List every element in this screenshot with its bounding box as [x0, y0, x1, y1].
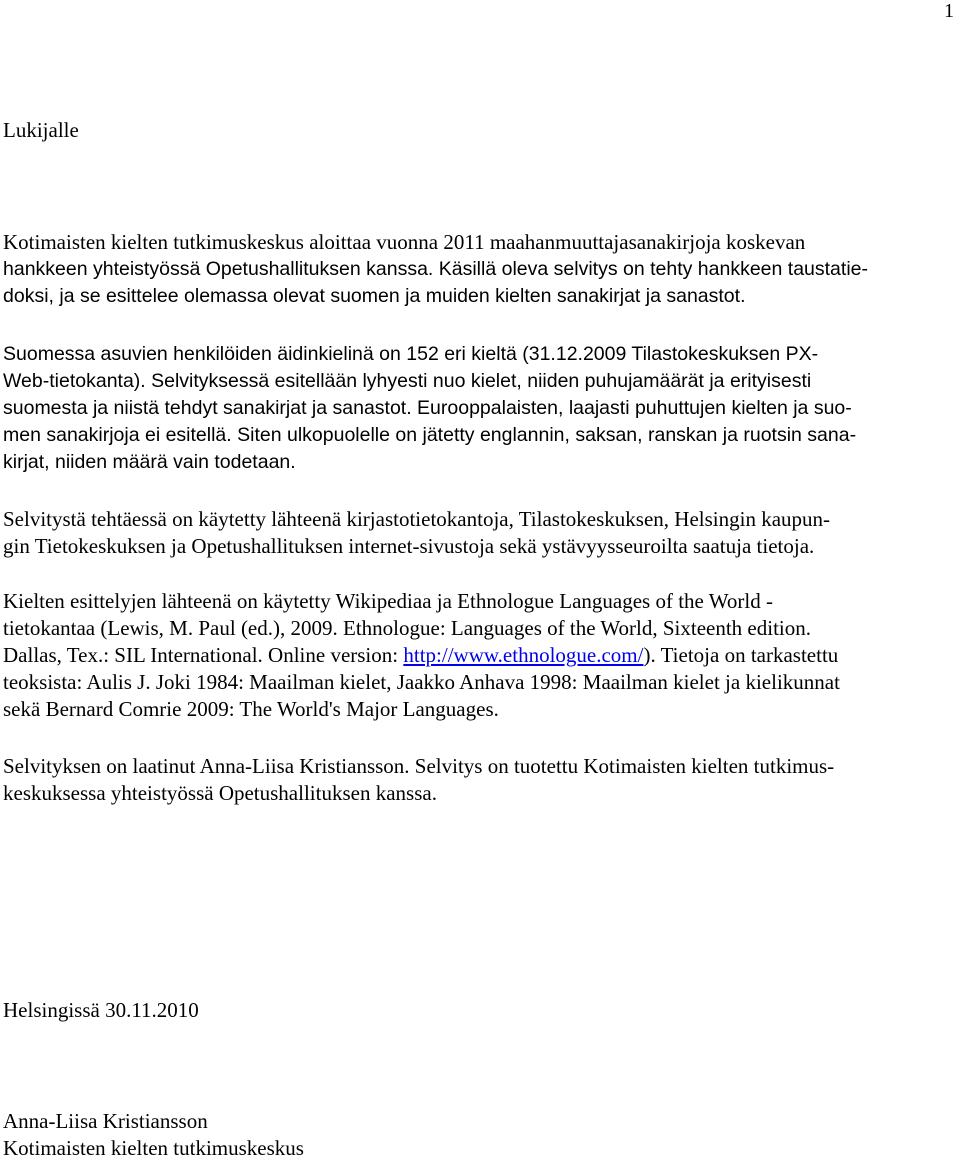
paragraph-intro — [3, 229, 958, 310]
text-line: keskuksessa yhteistyössä Opetushallituksen kanssa. — [3, 781, 437, 805]
text-line: kirjat, niiden määrä vain todetaan. — [3, 451, 296, 473]
signature-organization: Kotimaisten kielten tutkimuskeskus — [3, 1136, 304, 1160]
paragraph-author — [3, 753, 958, 807]
page-title: Lukijalle — [3, 118, 79, 142]
text-segment: ). Tietoja on tarkastettu — [643, 643, 839, 667]
text-line: sekä Bernard Comrie 2009: The World's Major Languages. — [3, 697, 499, 721]
place-date: Helsingissä 30.11.2010 — [3, 998, 199, 1022]
text-line: Selvitystä tehtäessä on käytetty lähteenä kirjastotietokantoja, Tilastokeskuksen, Helsingin kaupun- — [3, 507, 831, 531]
text-line: gin Tietokeskuksen ja Opetushallituksen internet-sivustoja sekä ystävyysseuroilta saatuja tietoja. — [3, 534, 815, 558]
text-line: Kotimaisten kielten tutkimuskeskus aloittaa vuonna 2011 maahanmuuttajasanakirjoja koskevan — [3, 230, 806, 254]
paragraph-languages — [3, 341, 958, 476]
text-line: doksi, ja se esittelee olemassa olevat suomen ja muiden kielten sanakirjat ja sanastot. — [3, 285, 746, 307]
page-number: 1 — [944, 0, 954, 22]
text-line: Web-tietokanta). Selvityksessä esitellään lyhyesti nuo kielet, niiden puhujamäärät ja erityisesti — [3, 370, 812, 392]
signature-name: Anna-Liisa Kristiansson — [3, 1109, 208, 1133]
text-segment: Dallas, Tex.: SIL International. Online version: — [3, 643, 404, 667]
text-line: tietokantaa (Lewis, M. Paul (ed.), 2009. Ethnologue: Languages of the World, Sixteenth edition. — [3, 616, 811, 640]
text-line: Suomessa asuvien henkilöiden äidinkielinä on 152 eri kieltä (31.12.2009 Tilastokeskuksen PX- — [3, 343, 819, 365]
paragraph-references — [3, 588, 958, 723]
ethnologue-link[interactable]: http://www.ethnologue.com/ — [403, 643, 644, 667]
text-line — [3, 642, 958, 669]
text-line: men sanakirjoja ei esitellä. Siten ulkopuolelle on jätetty englannin, saksan, ranskan ja ruotsin sana- — [3, 424, 857, 446]
text-line: Selvityksen on laatinut Anna-Liisa Kristiansson. Selvitys on tuotettu Kotimaisten kielten tutkimus- — [3, 754, 835, 778]
text-line: suomesta ja niistä tehdyt sanakirjat ja sanastot. Eurooppalaisten, laajasti puhuttujen kielten ja suo- — [3, 397, 852, 419]
text-line: Kielten esittelyjen lähteenä on käytetty Wikipediaa ja Ethnologue Languages of the World - — [3, 589, 773, 613]
text-line: teoksista: Aulis J. Joki 1984: Maailman kielet, Jaakko Anhava 1998: Maailman kielet ja kielikunnat — [3, 670, 840, 694]
paragraph-sources — [3, 506, 958, 560]
text-line: hankkeen yhteistyössä Opetushallituksen kanssa. Käsillä oleva selvitys on tehty hankkeen taustatie- — [3, 258, 868, 280]
